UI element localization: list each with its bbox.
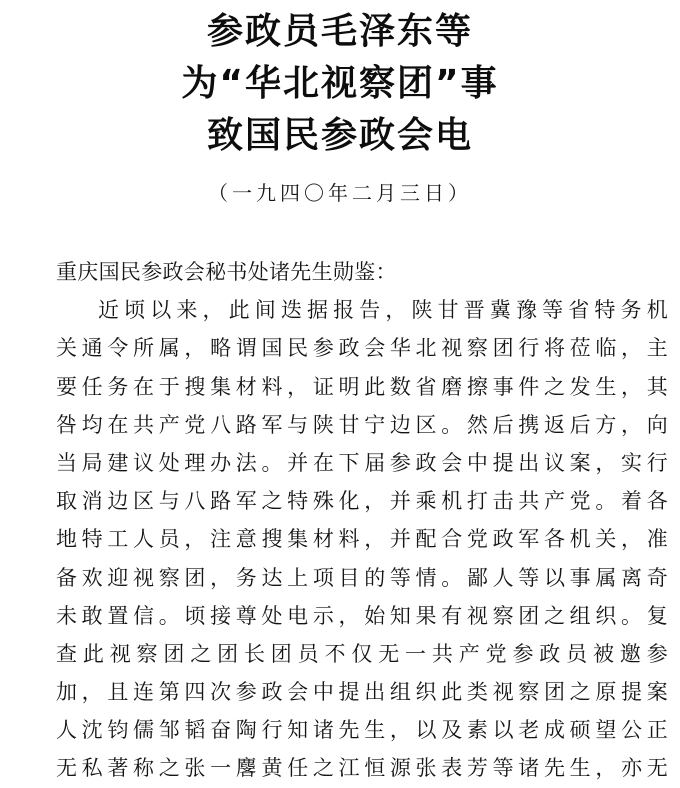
- body-line: 关通令所属，略谓国民参政会华北视察团行将莅临，主: [56, 336, 668, 361]
- body-line: 备欢迎视察团，务达上项目的等情。鄙人等以事属离奇: [56, 565, 668, 590]
- body-line: 人沈钧儒邹韬奋陶行知诸先生，以及素以老成硕望公正: [56, 718, 668, 743]
- body-line: 加，且连第四次参政会中提出组织此类视察团之原提案: [56, 680, 668, 705]
- title-line-2: 为“华北视察团”事: [181, 63, 499, 104]
- body-line: 无私著称之张一麐黄任之江恒源张表芳等诸先生，亦无: [56, 756, 668, 781]
- body-line: 近顷以来，此间迭据报告，陕甘晋冀豫等省特务机: [98, 298, 668, 323]
- document-date: （一九四〇年二月三日）: [208, 181, 472, 205]
- title-line-1: 参政员毛泽东等: [206, 11, 473, 52]
- body-line: 要任务在于搜集材料，证明此数省磨擦事件之发生，其: [56, 374, 668, 399]
- document-body: [56, 253, 668, 788]
- body-line: 查此视察团之团长团员不仅无一共产党参政员被邀参: [56, 641, 668, 666]
- title-line-3: 致国民参政会电: [206, 115, 473, 156]
- body-line: 当局建议处理办法。并在下届参政会中提出议案，实行: [56, 450, 668, 475]
- body-line: 未敢置信。顷接尊处电示，始知果有视察团之组织。复: [56, 603, 668, 628]
- body-line: 咎均在共产党八路军与陕甘宁边区。然后携返后方，向: [56, 412, 668, 437]
- salutation: 重庆国民参政会秘书处诸先生勋鉴：: [56, 260, 397, 284]
- body-line: 取消边区与八路军之特殊化，并乘机打击共产党。着各: [56, 489, 668, 514]
- body-line: 地特工人员，注意搜集材料，并配合党政军各机关，准: [56, 527, 668, 552]
- document-title: [0, 6, 680, 162]
